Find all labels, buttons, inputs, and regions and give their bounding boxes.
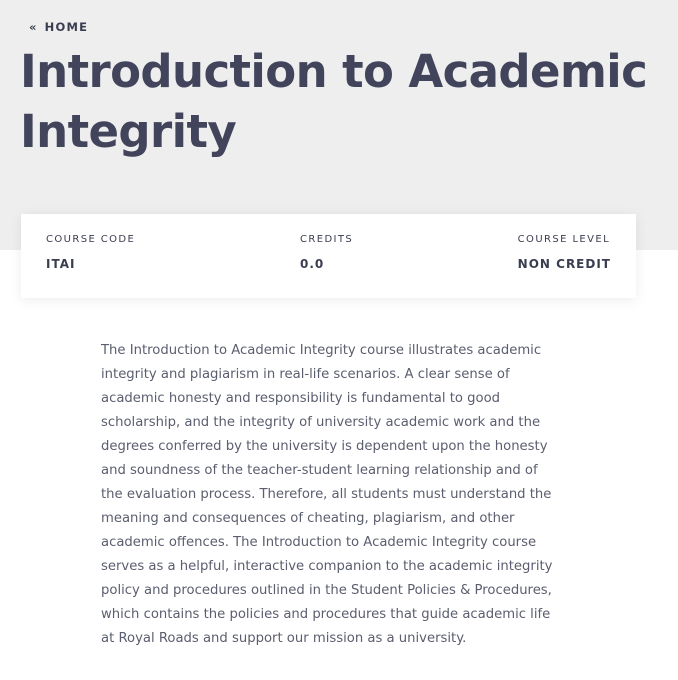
course-code-label: COURSE CODE (46, 234, 136, 245)
credits-block (300, 234, 353, 271)
breadcrumb-home-link[interactable] (29, 20, 88, 34)
course-code-block (46, 234, 135, 271)
course-description: The Introduction to Academic Integrity course illustrates academic integrity and plagiarism in real-life scenarios. A clear sense of academic honesty and responsibility is fundamental to good scholarship, and the integrity of university academic work and the degrees conferred by the university is dependent upon the honesty and soundness of the teacher-student learning relationship and of the evaluation process. Therefore, all students must understand the meaning and consequences of cheating, plagiarism, and other academic offences. The Introduction to Academic Integrity course serves as a helpful, interactive companion to the academic integrity policy and procedures outlined in the Student Policies & Procedures, which contains the policies and procedures that guide academic life at Royal Roads and support our mission as a university. (101, 343, 553, 646)
page-title: Introduction to Academic Integrity (20, 45, 648, 158)
course-level-label: COURSE LEVEL (517, 234, 611, 245)
credits-label: CREDITS (300, 234, 354, 245)
course-level-value: NON CREDIT (517, 257, 611, 271)
credits-value: 0.0 (300, 257, 325, 271)
double-chevron-left-icon: « (29, 20, 38, 34)
course-code-value: ITAI (46, 257, 76, 271)
course-info-card (21, 214, 636, 298)
course-level-block (518, 234, 611, 271)
breadcrumb-label: HOME (44, 20, 89, 34)
page-header-band (0, 0, 678, 250)
